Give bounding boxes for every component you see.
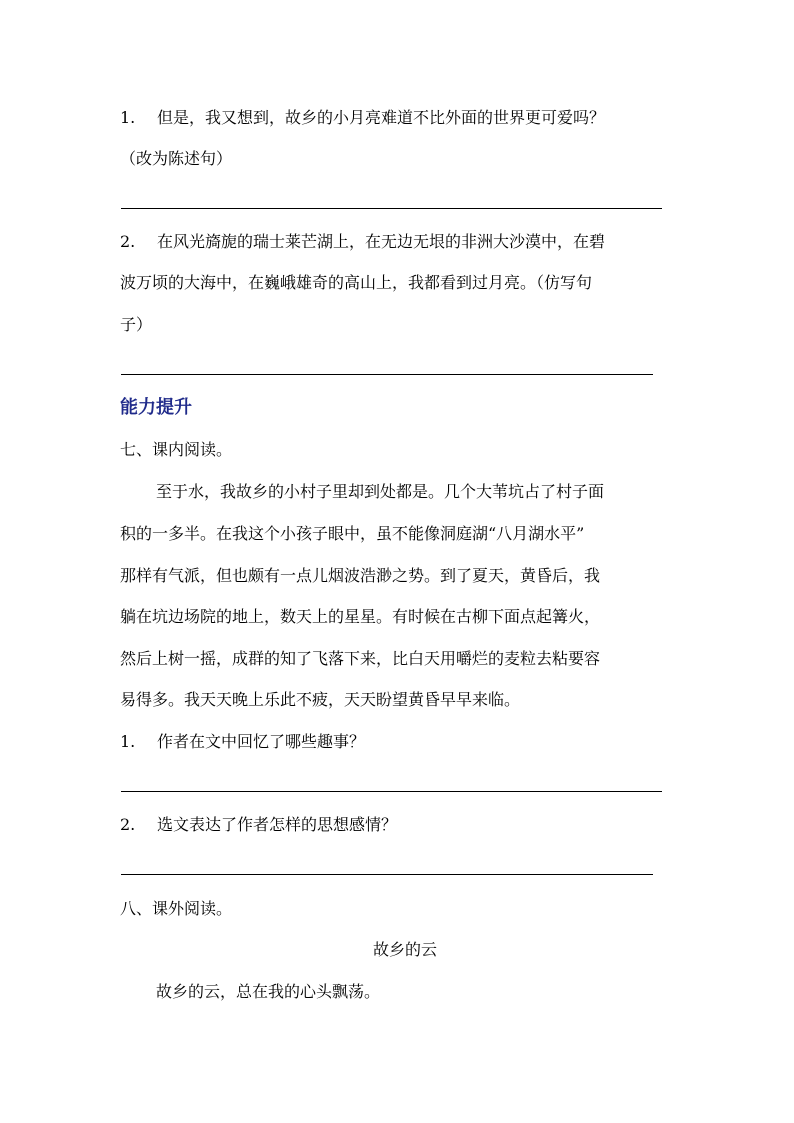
part-7-question-1-text: 作者在文中回忆了哪些趣事？	[157, 732, 366, 751]
part-7-question-2-number: 2.	[120, 815, 136, 834]
part-7-question-2	[120, 815, 397, 835]
answer-line-1[interactable]	[121, 208, 662, 209]
part-7-question-2-text: 选文表达了作者怎样的思想感情？	[157, 815, 398, 834]
part-7-question-1	[120, 732, 365, 752]
answer-line-3[interactable]	[121, 791, 662, 792]
article-first-line: 故乡的云，总在我的心头飘荡。	[156, 982, 381, 1001]
part-7-question-1-number: 1.	[120, 732, 136, 751]
answer-line-2[interactable]	[121, 374, 653, 375]
passage-line: 躺在坑边场院的地上，数天上的星星。有时候在古柳下面点起篝火，	[120, 607, 601, 626]
question-2	[120, 232, 605, 252]
question-2-number: 2.	[120, 232, 136, 251]
passage-line: 那样有气派，但也颇有一点儿烟波浩渺之势。到了夏天，黄昏后，我	[120, 566, 601, 585]
passage-line: 然后上树一摇，成群的知了飞落下来，比白天用嚼烂的麦粒去粘要容	[120, 649, 601, 668]
part-7-title: 七、课内阅读。	[120, 440, 233, 459]
passage-line: 积的一多半。在我这个小孩子眼中，虽不能像洞庭湖“八月湖水平”	[120, 524, 585, 543]
question-1-number: 1.	[120, 108, 136, 127]
section-heading: 能力提升	[120, 397, 192, 418]
passage-line: 易得多。我天天晚上乐此不疲，天天盼望黄昏早早来临。	[120, 690, 521, 709]
question-1-text: 但是，我又想到，故乡的小月亮难道不比外面的世界更可爱吗？	[157, 108, 606, 127]
passage-line: 至于水，我故乡的小村子里却到处都是。几个大苇坑占了村子面	[156, 482, 605, 501]
answer-line-4[interactable]	[121, 874, 653, 875]
question-1-hint: （改为陈述句）	[120, 149, 233, 168]
question-2-text-line1: 在风光旖旎的瑞士莱芒湖上，在无边无垠的非洲大沙漠中，在碧	[157, 232, 606, 251]
article-title: 故乡的云	[373, 940, 438, 959]
question-2-text-line3: 子）	[120, 315, 153, 334]
question-1	[120, 108, 605, 128]
question-2-text-line2: 波万顷的大海中，在巍峨雄奇的高山上，我都看到过月亮。（仿写句	[120, 273, 593, 292]
part-8-title: 八、课外阅读。	[120, 899, 233, 918]
